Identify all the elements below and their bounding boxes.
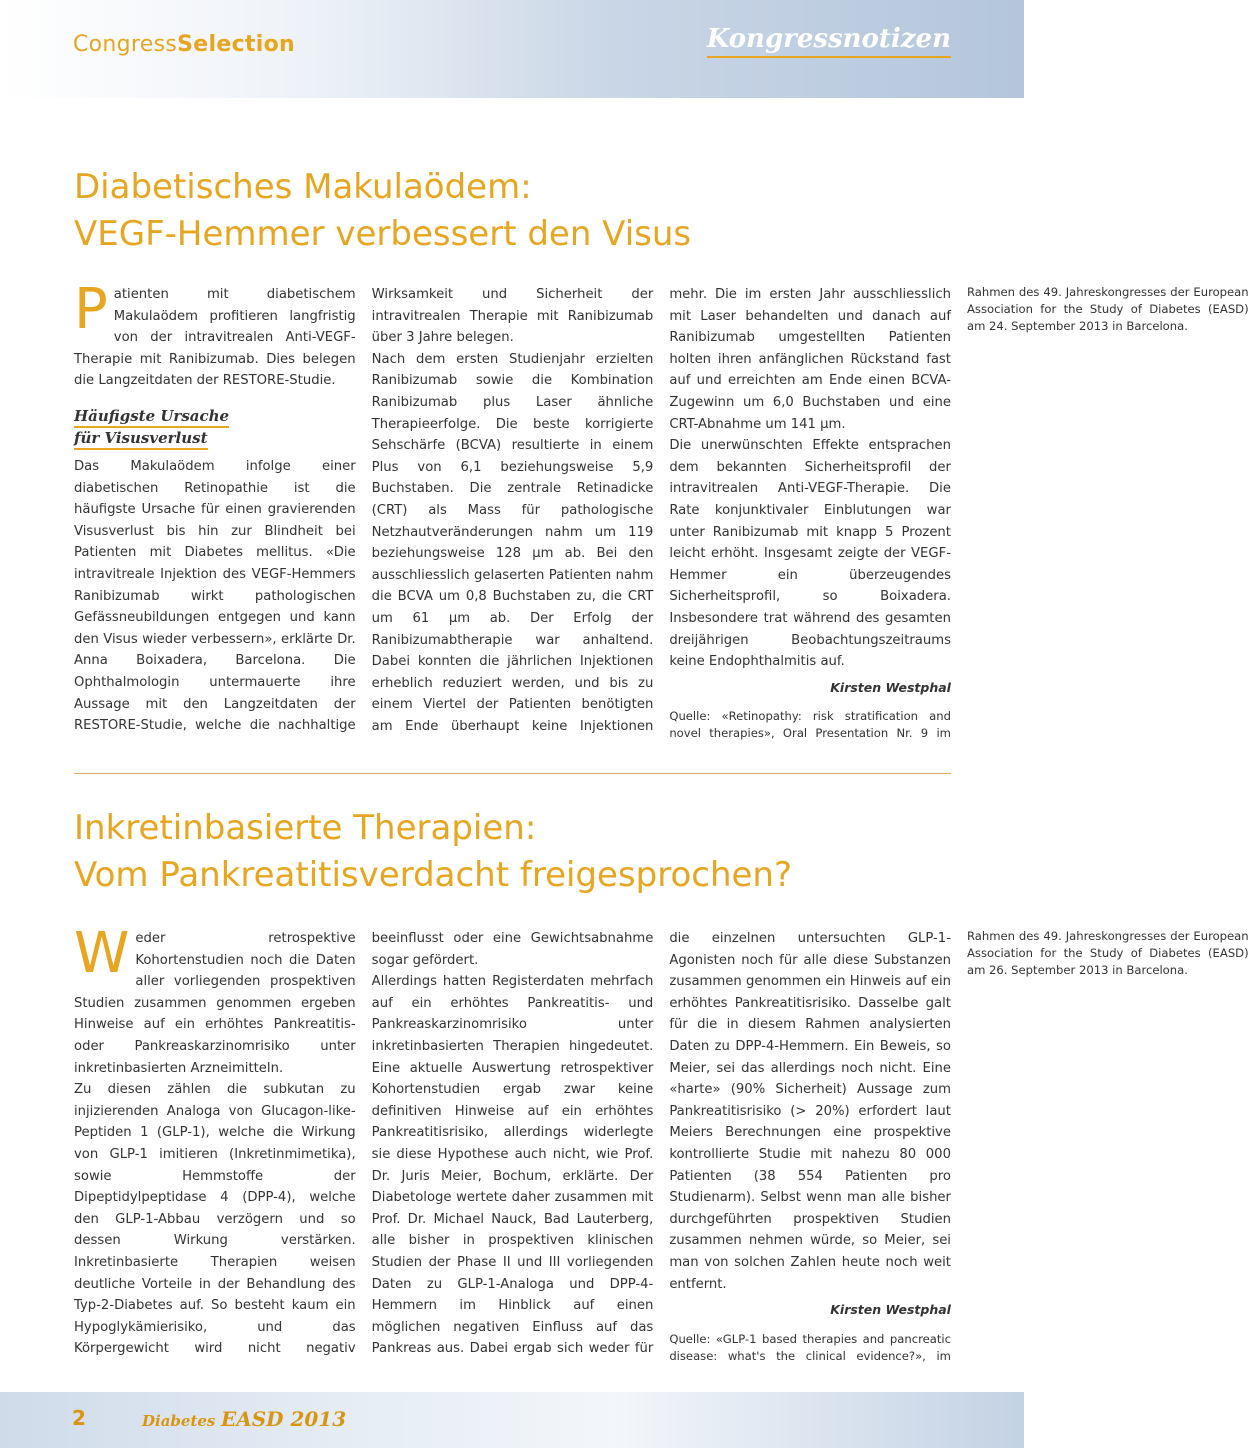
article1-body — [74, 277, 1249, 744]
article1-source: Quelle: «Retinopathy: risk stratification and novel therapies», Oral Presentation Nr. 9 im Rahmen des 49. Jahreskongresses der European Association for the Study of Diabetes (EASD) am 24. September 2013 in Barcelona. — [669, 285, 1249, 741]
article1-paragraph-2: Nach dem ersten Studienjahr erzielten Ranibizumab sowie die Kombination Ranibizumab plus Laser ähnliche Therapieerfolge. Die beste korrigierte Sehschärfe (BCVA) resultierte in einem Plus von 6,1 beziehungsweise 5,9 Buchstaben. Die zentrale Retinadicke (CRT) als Mass für pathologische Netzhautveränderungen nahm um 119 beziehungsweise 128 µm ab. Bei den ausschliesslich gelaserten Patienten nahm die BCVA um 0,8 Buchstaben zu, die CRT um 61 µm ab. Der Erfolg der Ranibizumabtherapie war anhaltend. Dabei konnten die jährlichen Injektionen erheblich reduziert werden, und bis zu einem Viertel der Patienten benötigten am Ende überhaupt keine Injektionen mehr. Die im ersten Jahr ausschliesslich mit Laser behandelten und danach auf Ranibizumab umgestellten Patienten holten ihren anfänglichen Rückstand fast auf und erreichten am Ende einen BCVA-Zugewinn um 6,0 Buchstaben und eine CRT-Abnahme um 141 µm. — [371, 287, 951, 734]
journal-name-small: Diabetes — [142, 1412, 216, 1430]
article2-author: Kirsten Westphal — [830, 1302, 951, 1318]
article2-paragraph-1: Zu diesen zählen die subkutan zu injizierenden Analoga von Glucagon-like-Peptiden 1 (GLP-1), welche die Wirkung von GLP-1 imitieren (Inkretinmimetika), sowie Hemmstoffe der Dipeptidylpeptidase 4 (DPP-4), welche den GLP-1-Abbau verzögern und so dessen Wirkung verstärken. Inkretinbasierte Therapien weisen deutliche Vorteile in der Behandlung des Typ-2-Diabetes auf. So besteht kaum ein Hypoglykämierisiko, und das Körpergewicht wird nicht negativ beeinflusst oder eine Gewichtsabnahme sogar gefördert. — [74, 931, 654, 1357]
journal-name — [142, 1407, 346, 1431]
article1-subhead — [74, 406, 229, 450]
article1-subhead-line1: Häufigste Ursache — [74, 406, 229, 428]
section-title: Kongressnotizen — [707, 24, 951, 58]
article1-subhead-line2: für Visusverlust — [74, 428, 208, 450]
article1-paragraph-1: Das Makulaödem infolge einer diabetischen Retinopathie ist die häufigste Ursache für einen gravierenden Visusverlust bis hin zur Blindheit bei Patienten mit Diabetes mellitus. «Die intravitreale Injektion des VEGF-Hemmers Ranibizumab wirkt pathologischen Gefässneubildungen entgegen und kann den Visus wieder verbessern», erklärte Dr. Anna Boixadera, Barcelona. Die Ophthalmologin untermauerte ihre Aussage mit den Langzeitdaten der RESTORE-Studie, welche die nachhaltige Wirksamkeit und Sicherheit der intravitrealen Therapie mit Ranibizumab über 3 Jahre belegen. — [74, 287, 654, 734]
article1-intro — [74, 277, 356, 392]
article2-dropcap: W — [74, 921, 130, 986]
article2-title-line1: Inkretinbasierte Therapien: — [74, 808, 537, 848]
congress-selection-logo — [73, 32, 295, 57]
article1-title-line2: VEGF-Hemmer verbessert den Visus — [74, 214, 692, 254]
brand-bold: Selection — [177, 32, 295, 57]
article2-intro — [74, 921, 356, 1079]
article1-dropcap: P — [74, 277, 108, 342]
article2-intro-text: eder retrospektive Kohortenstudien noch die Daten aller vorliegenden prospektiven Studien zusammen genommen ergeben Hinweise auf ein erhöhtes Pankreatitis- oder Pankreaskarzinomrisiko unter inkretinbasierten Arzneimitteln. — [74, 931, 356, 1076]
brand-regular: Congress — [73, 32, 178, 57]
journal-name-large: EASD 2013 — [220, 1407, 347, 1431]
article2-source: Quelle: «GLP-1 based therapies and pancreatic disease: what's the clinical evidence?», im Rahmen des 49. Jahreskongresses der European Association for the Study of Diabetes (EASD) am 26. September 2013 in Barcelona. — [669, 929, 1249, 1363]
article1-intro-text: atienten mit diabetischem Makulaödem profitieren langfristig von der intravitrealen Anti-VEGF-Therapie mit Ranibizumab. Dies belegen die Langzeitdaten der RESTORE-Studie. — [74, 287, 356, 389]
article1-author: Kirsten Westphal — [830, 679, 951, 695]
page-number: 2 — [72, 1406, 86, 1430]
article2-title — [74, 805, 792, 899]
article1-title-line1: Diabetisches Makulaödem: — [74, 167, 532, 207]
article1-paragraph-3: Die unerwünschten Effekte entsprachen dem bekannten Sicherheitsprofil der intravitrealen Anti-VEGF-Therapie. Die Rate konjunktivaler Einblutungen war unter Ranibizumab mit knapp 5 Prozent leicht erhöht. Insgesamt zeigte der VEGF-Hemmer ein überzeugendes Sicherheitsprofil, so Boixadera. Insbesondere trat während des gesamten dreijährigen Beobachtungszeitraums keine Endophthalmitis auf. — [669, 438, 951, 670]
article2-body — [74, 921, 1249, 1368]
article-divider — [74, 773, 951, 774]
article2-paragraph-2: Allerdings hatten Registerdaten mehrfach auf ein erhöhtes Pankreatitis- und Pankreaskarzinomrisiko unter inkretinbasierten Therapien hingedeutet. Eine aktuelle Auswertung retrospektiver Kohortenstudien ergab zwar keine definitiven Hinweise auf ein erhöhtes Pankreatitisrisiko, allerdings widerlegte sie diese Hypothese auch nicht, wie Prof. Dr. Juris Meier, Bochum, erklärte. Der Diabetologe wertete daher zusammen mit Prof. Dr. Michael Nauck, Bad Lauterberg, alle bisher in prospektiven klinischen Studien der Phase II und III vorliegenden Daten zu GLP-1-Analoga und DPP-4-Hemmern im Hinblick auf einen möglichen negativen Einfluss auf das Pankreas aus. Dabei ergab sich weder für die einzelnen untersuchten GLP-1-Agonisten noch für alle diese Substanzen zusammen genommen ein Hinweis auf ein erhöhtes Pankreatitisrisiko. Dasselbe galt für die in diesem Rahmen analysierten Daten zu DPP-4-Hemmern. Ein Beweis, so Meier, sei das allerdings noch nicht. Eine «harte» (90% Sicherheit) Aussage zum Pankreatitisrisiko (> 20%) erfordert laut Meiers Berechnungen eine prospektive kontrollierte Studie mit nahezu 80 000 Patienten (38 554 Patienten pro Studienarm). Selbst wenn man alle bisher durchgeführten prospektiven Studien zusammen nehmen würde, so Meier, sei man von solchen Zahlen heute noch weit entfernt. — [371, 931, 951, 1357]
article1-title — [74, 164, 691, 258]
article2-title-line2: Vom Pankreatitisverdacht freigesprochen? — [74, 855, 793, 895]
